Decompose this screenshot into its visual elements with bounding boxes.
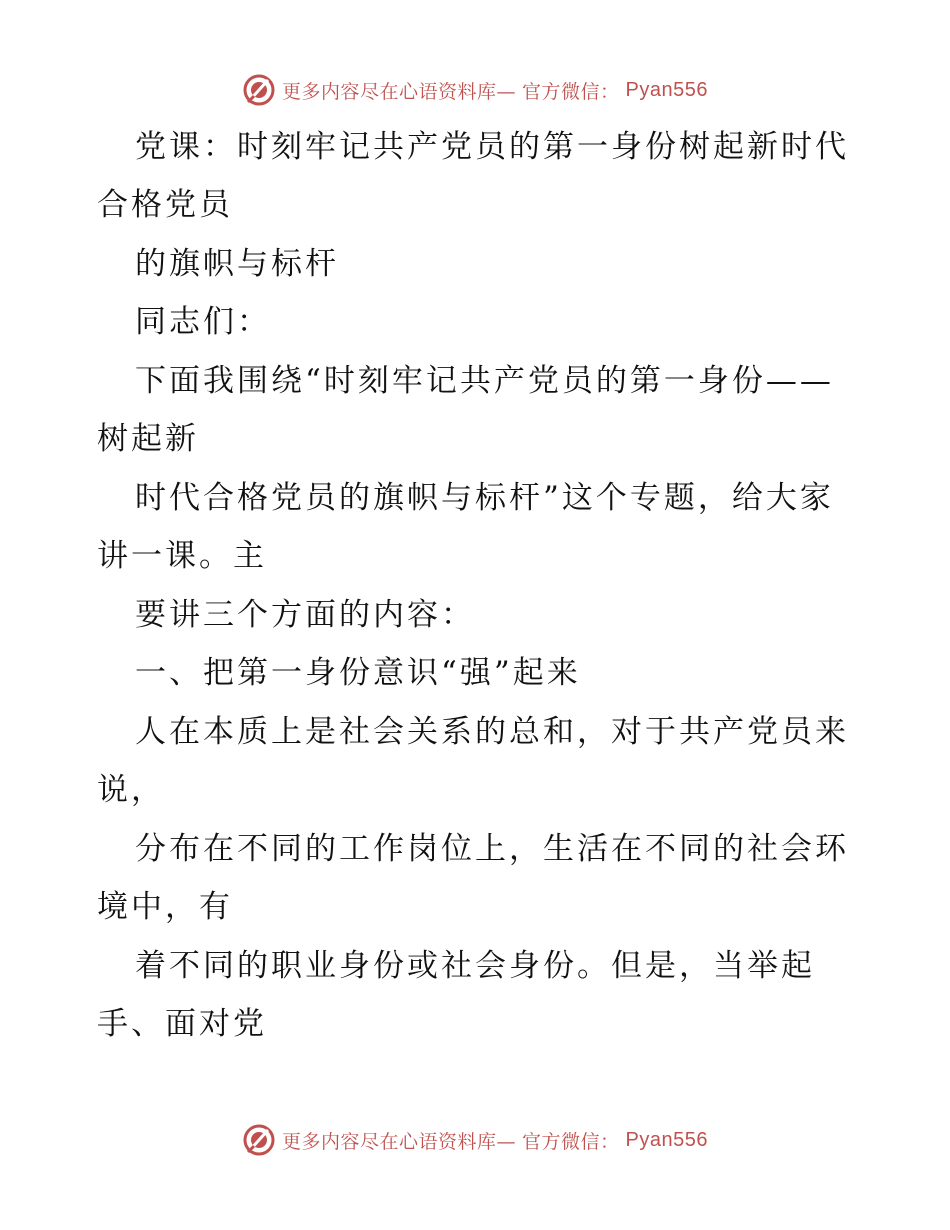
section-heading: 一、把第一身份意识“强”起来 (135, 655, 581, 691)
paragraph-line: 手、面对党 (97, 1006, 267, 1042)
paragraph-line: 树起新 (97, 421, 199, 457)
paragraph-line: 说， (97, 772, 165, 808)
paragraph-line: 讲一课。主 (97, 538, 267, 574)
wechat-id: Pyan556 (625, 78, 708, 101)
banner-text: 更多内容尽在心语资料库— (282, 1130, 517, 1153)
paragraph-line: 要讲三个方面的内容： (135, 597, 475, 633)
paragraph-line: 下面我围绕“时刻牢记共产党员的第一身份—— (135, 363, 834, 399)
paragraph-line: 着不同的职业身份或社会身份。但是，当举起 (135, 948, 815, 984)
wechat-id: Pyan556 (625, 1128, 708, 1151)
paragraph-line: 分布在不同的工作岗位上，生活在不同的社会环 (135, 831, 849, 867)
paragraph-line: 境中，有 (97, 889, 233, 925)
banner-text: 更多内容尽在心语资料库— (282, 80, 517, 103)
title-line-1: 党课：时刻牢记共产党员的第一身份树起新时代 (135, 129, 849, 165)
wechat-label: 官方微信： (522, 1130, 620, 1153)
paragraph-line: 人在本质上是社会关系的总和，对于共产党员来 (135, 714, 849, 750)
title-line-2: 合格党员 (97, 187, 233, 223)
pen-logo-icon (242, 1123, 276, 1157)
pen-logo-icon (242, 73, 276, 107)
header-banner (0, 70, 950, 110)
paragraph-line: 时代合格党员的旗帜与标杆”这个专题，给大家 (135, 480, 834, 516)
paragraph-line: 同志们： (135, 304, 271, 340)
footer-banner (0, 1120, 950, 1160)
title-line-3: 的旗帜与标杆 (135, 246, 339, 282)
wechat-label: 官方微信： (522, 80, 620, 103)
